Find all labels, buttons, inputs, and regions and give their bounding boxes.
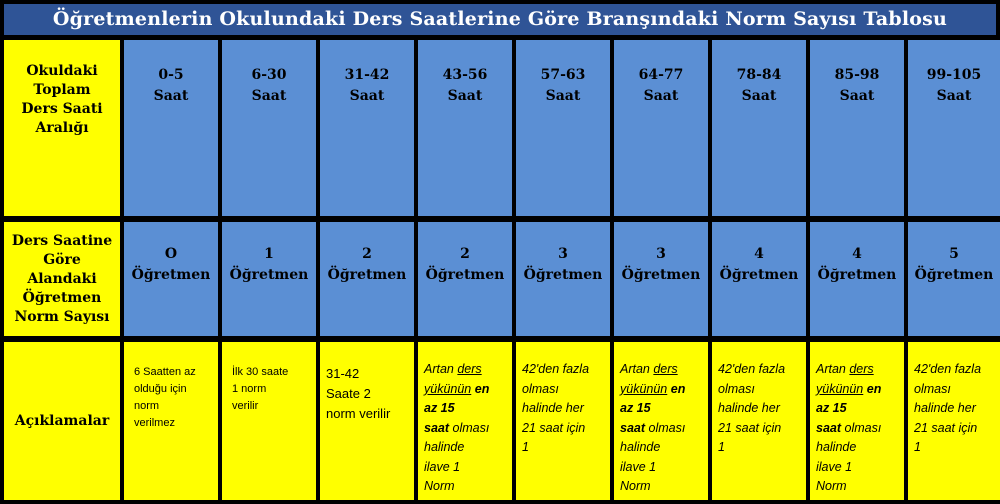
note-line: 6 Saatten az bbox=[134, 366, 196, 378]
row-header-norm bbox=[4, 222, 120, 336]
row-header-norm-line: Göre bbox=[43, 251, 81, 268]
note-cell bbox=[810, 342, 904, 500]
row-header-norm-line: Norm Sayısı bbox=[14, 308, 110, 325]
note-text: olması bbox=[648, 420, 686, 435]
note-text-bold: en bbox=[866, 381, 882, 396]
note-text-underlined: ders bbox=[849, 362, 874, 376]
note-line: halinde bbox=[620, 440, 661, 454]
note-cell bbox=[418, 342, 512, 500]
note-line: verilir bbox=[232, 400, 259, 412]
range-unit: Saat bbox=[643, 88, 679, 104]
note-line bbox=[816, 360, 900, 380]
note-line: olması bbox=[522, 381, 559, 396]
range-value: 99-105 bbox=[926, 67, 982, 83]
note-line: 42'den fazla bbox=[522, 362, 590, 376]
range-value: 78-84 bbox=[736, 67, 782, 83]
note-text-bold: saat bbox=[620, 420, 646, 435]
note-text: Artan bbox=[424, 362, 458, 376]
note-line: norm verilir bbox=[326, 406, 391, 421]
note-line bbox=[816, 380, 900, 400]
note-cell bbox=[908, 342, 1000, 500]
note-text-bold: en bbox=[474, 381, 490, 396]
note-line: 21 saat için bbox=[914, 420, 978, 435]
range-unit: Saat bbox=[839, 88, 875, 104]
note-line: halinde her bbox=[914, 401, 976, 415]
note-line: halinde bbox=[816, 440, 857, 454]
note-line bbox=[816, 419, 900, 439]
range-unit: Saat bbox=[936, 88, 972, 104]
norm-value: 2 bbox=[362, 246, 372, 262]
row-header-range-line: Okuldaki bbox=[26, 63, 98, 79]
norm-unit: Öğretmen bbox=[523, 267, 603, 283]
row-header-norm-line: Alandaki bbox=[27, 270, 97, 287]
range-cell bbox=[908, 40, 1000, 216]
row-header-range-line: Aralığı bbox=[35, 120, 89, 136]
norm-value: O bbox=[164, 246, 178, 262]
note-line: halinde bbox=[424, 440, 465, 454]
note-line: 31-42 bbox=[326, 366, 360, 381]
norm-unit: Öğretmen bbox=[914, 267, 994, 283]
range-cell bbox=[614, 40, 708, 216]
note-line: ilave 1 bbox=[424, 459, 461, 474]
row-header-norm-line: Öğretmen bbox=[22, 289, 102, 306]
note-line: İlk 30 saate bbox=[232, 366, 289, 378]
norm-cell bbox=[908, 222, 1000, 336]
note-line: 21 saat için bbox=[718, 420, 782, 435]
range-value: 64-77 bbox=[638, 67, 684, 83]
note-text-underlined: ders bbox=[653, 362, 678, 376]
note-line bbox=[620, 380, 704, 400]
note-line: Norm bbox=[816, 479, 847, 493]
note-line bbox=[620, 419, 704, 439]
range-unit: Saat bbox=[741, 88, 777, 104]
norm-value: 4 bbox=[852, 246, 862, 262]
norm-unit: Öğretmen bbox=[425, 267, 505, 283]
note-line: az 15 bbox=[620, 401, 651, 415]
range-value: 85-98 bbox=[834, 67, 880, 83]
note-text: Artan bbox=[816, 362, 850, 376]
note-line: 42'den fazla bbox=[914, 362, 982, 376]
note-text-bold: saat bbox=[816, 420, 842, 435]
note-cell bbox=[712, 342, 806, 500]
note-line: ilave 1 bbox=[816, 459, 853, 474]
table-title: Öğretmenlerin Okulundaki Ders Saatlerine Göre Branşındaki Norm Sayısı Tablosu bbox=[4, 4, 996, 35]
norm-cell bbox=[124, 222, 218, 336]
note-line bbox=[620, 360, 704, 380]
norm-unit: Öğretmen bbox=[327, 267, 407, 283]
note-line bbox=[424, 360, 508, 380]
norm-unit: Öğretmen bbox=[131, 267, 211, 283]
range-value: 31-42 bbox=[344, 67, 390, 83]
row-header-norm-line: Ders Saatine bbox=[11, 232, 113, 249]
norm-cell bbox=[712, 222, 806, 336]
norm-unit: Öğretmen bbox=[621, 267, 701, 283]
note-line bbox=[424, 419, 508, 439]
norm-table bbox=[4, 40, 996, 500]
note-text: olması bbox=[844, 420, 882, 435]
note-line: olması bbox=[718, 381, 755, 396]
range-unit: Saat bbox=[349, 88, 385, 104]
note-line: Saate 2 bbox=[326, 386, 371, 401]
note-line: az 15 bbox=[424, 401, 455, 415]
range-unit: Saat bbox=[447, 88, 483, 104]
norm-value: 2 bbox=[460, 246, 470, 262]
note-text: Artan bbox=[620, 362, 654, 376]
note-text: olması bbox=[452, 420, 490, 435]
range-unit: Saat bbox=[153, 88, 189, 104]
norm-value: 3 bbox=[558, 246, 568, 262]
range-unit: Saat bbox=[545, 88, 581, 104]
note-line: 1 bbox=[914, 440, 921, 454]
note-line bbox=[424, 380, 508, 400]
range-value: 6-30 bbox=[251, 67, 287, 83]
range-cell bbox=[124, 40, 218, 216]
note-line: olması bbox=[914, 381, 951, 396]
note-line: 1 bbox=[522, 440, 529, 454]
norm-unit: Öğretmen bbox=[229, 267, 309, 283]
norm-cell bbox=[614, 222, 708, 336]
note-line: 42'den fazla bbox=[718, 362, 786, 376]
norm-cell bbox=[222, 222, 316, 336]
norm-value: 3 bbox=[656, 246, 666, 262]
range-value: 43-56 bbox=[442, 67, 488, 83]
note-text-underlined: yükünün bbox=[620, 381, 668, 396]
note-text-underlined: ders bbox=[457, 362, 482, 376]
note-cell bbox=[320, 342, 414, 500]
norm-cell bbox=[320, 222, 414, 336]
row-header-range-line: Toplam bbox=[33, 82, 91, 98]
note-text-underlined: yükünün bbox=[424, 381, 472, 396]
note-line: Norm bbox=[620, 479, 651, 493]
range-unit: Saat bbox=[251, 88, 287, 104]
range-value: 57-63 bbox=[540, 67, 586, 83]
norm-cell bbox=[418, 222, 512, 336]
note-line: az 15 bbox=[816, 401, 847, 415]
row-header-range bbox=[4, 40, 120, 216]
note-line: olduğu için bbox=[134, 383, 187, 395]
norm-value: 5 bbox=[949, 246, 959, 262]
norm-value: 4 bbox=[754, 246, 764, 262]
note-line: 1 bbox=[718, 440, 725, 454]
norm-unit: Öğretmen bbox=[719, 267, 799, 283]
note-text-underlined: yükünün bbox=[816, 381, 864, 396]
note-cell bbox=[614, 342, 708, 500]
range-cell bbox=[222, 40, 316, 216]
note-line: norm bbox=[134, 400, 160, 412]
note-line: ilave 1 bbox=[620, 459, 657, 474]
note-line: halinde her bbox=[522, 401, 584, 415]
note-line: verilmez bbox=[134, 417, 175, 429]
range-cell bbox=[810, 40, 904, 216]
note-line: Norm bbox=[424, 479, 455, 493]
note-text-bold: saat bbox=[424, 420, 450, 435]
note-line: 1 norm bbox=[232, 383, 267, 395]
note-cell bbox=[124, 342, 218, 500]
note-cell bbox=[222, 342, 316, 500]
range-value: 0-5 bbox=[158, 67, 184, 83]
row-header-range-line: Ders Saati bbox=[21, 101, 103, 117]
norm-unit: Öğretmen bbox=[817, 267, 897, 283]
note-text-bold: en bbox=[670, 381, 686, 396]
norm-cell bbox=[516, 222, 610, 336]
range-cell bbox=[712, 40, 806, 216]
row-header-notes: Açıklamalar bbox=[4, 342, 120, 500]
range-cell bbox=[516, 40, 610, 216]
note-line: 21 saat için bbox=[522, 420, 586, 435]
range-cell bbox=[320, 40, 414, 216]
norm-cell bbox=[810, 222, 904, 336]
range-cell bbox=[418, 40, 512, 216]
norm-value: 1 bbox=[264, 246, 274, 262]
note-cell bbox=[516, 342, 610, 500]
note-line: halinde her bbox=[718, 401, 780, 415]
